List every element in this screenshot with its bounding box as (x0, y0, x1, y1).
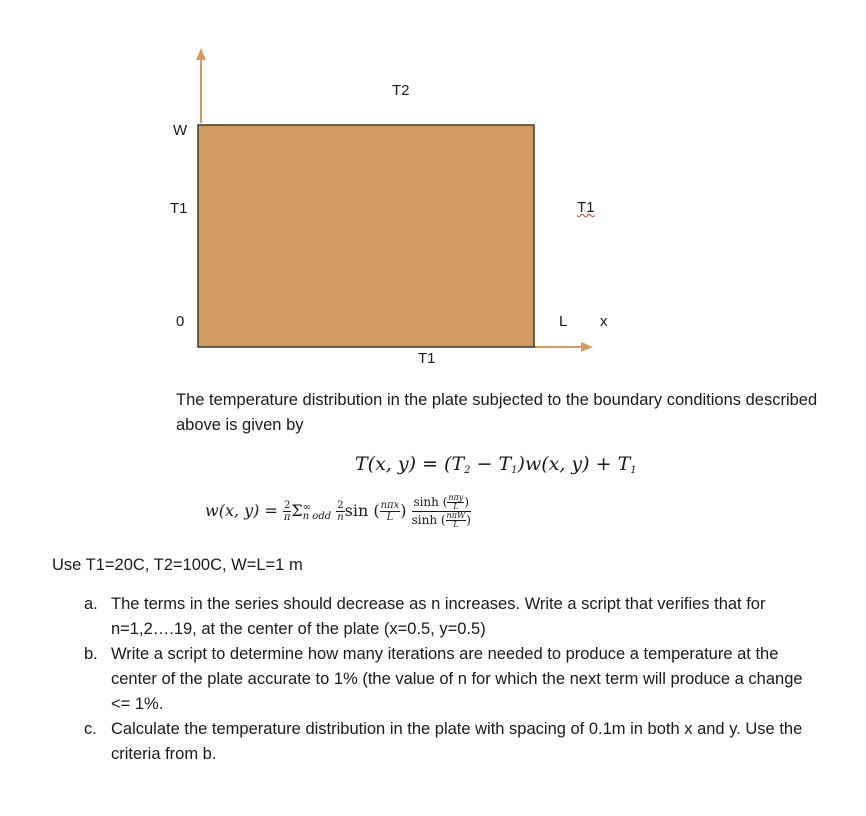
origin-label: 0 (176, 313, 185, 330)
left-boundary-label: T1 (170, 200, 188, 217)
task-list (84, 592, 814, 767)
task-text: Write a script to determine how many iterations are needed to produce a temperature at the center of the plate accurate to 1% (the value of n for which the next term will produce a change <= 1%. (111, 645, 803, 713)
right-boundary-label: T1 (577, 199, 595, 216)
x-axis-arrowhead (581, 342, 593, 352)
task-text: The terms in the series should decrease as n increases. Write a script that verifies that for n=1,2….19, at the center of the plate (x=0.5, y=0.5) (111, 595, 766, 638)
task-marker: b. (84, 645, 98, 663)
l-axis-label: L (559, 313, 568, 330)
task-text: Calculate the temperature distribution in the plate with spacing of 0.1m in both x and y. Use the criteria from b. (111, 720, 803, 763)
task-marker: c. (84, 720, 97, 738)
given-values-line: Use T1=20C, T2=100C, W=L=1 m (52, 556, 303, 574)
x-axis-label: x (600, 313, 608, 330)
y-axis-arrowhead (196, 48, 206, 60)
w-axis-label: W (173, 122, 188, 139)
top-boundary-label: T2 (392, 82, 410, 99)
series-equation: w(x, y) = $\frac{2}{\pi}$ Σ ∞ n odd $\frac{2}{n}$ sin ( $\frac{\text{nπx}}{L}$ ) sinh ( $\frac{\text{nπy}}{L}$ ) sinh ( $\frac{\text{nπW}}{L}$ ) (205, 493, 471, 529)
task-item-b (84, 642, 814, 717)
intro-paragraph: The temperature distribution in the plate subjected to the boundary conditions described above is given by (176, 391, 818, 434)
bottom-boundary-label: T1 (418, 350, 436, 367)
task-item-c (84, 717, 814, 767)
plate-diagram (0, 0, 866, 380)
task-item-a (84, 592, 814, 642)
temperature-equation: T(x, $y) = (T_2 - T_1)w(x$, $y) + T_1$ (355, 453, 637, 476)
plate-rectangle (198, 125, 534, 347)
task-marker: a. (84, 595, 98, 613)
